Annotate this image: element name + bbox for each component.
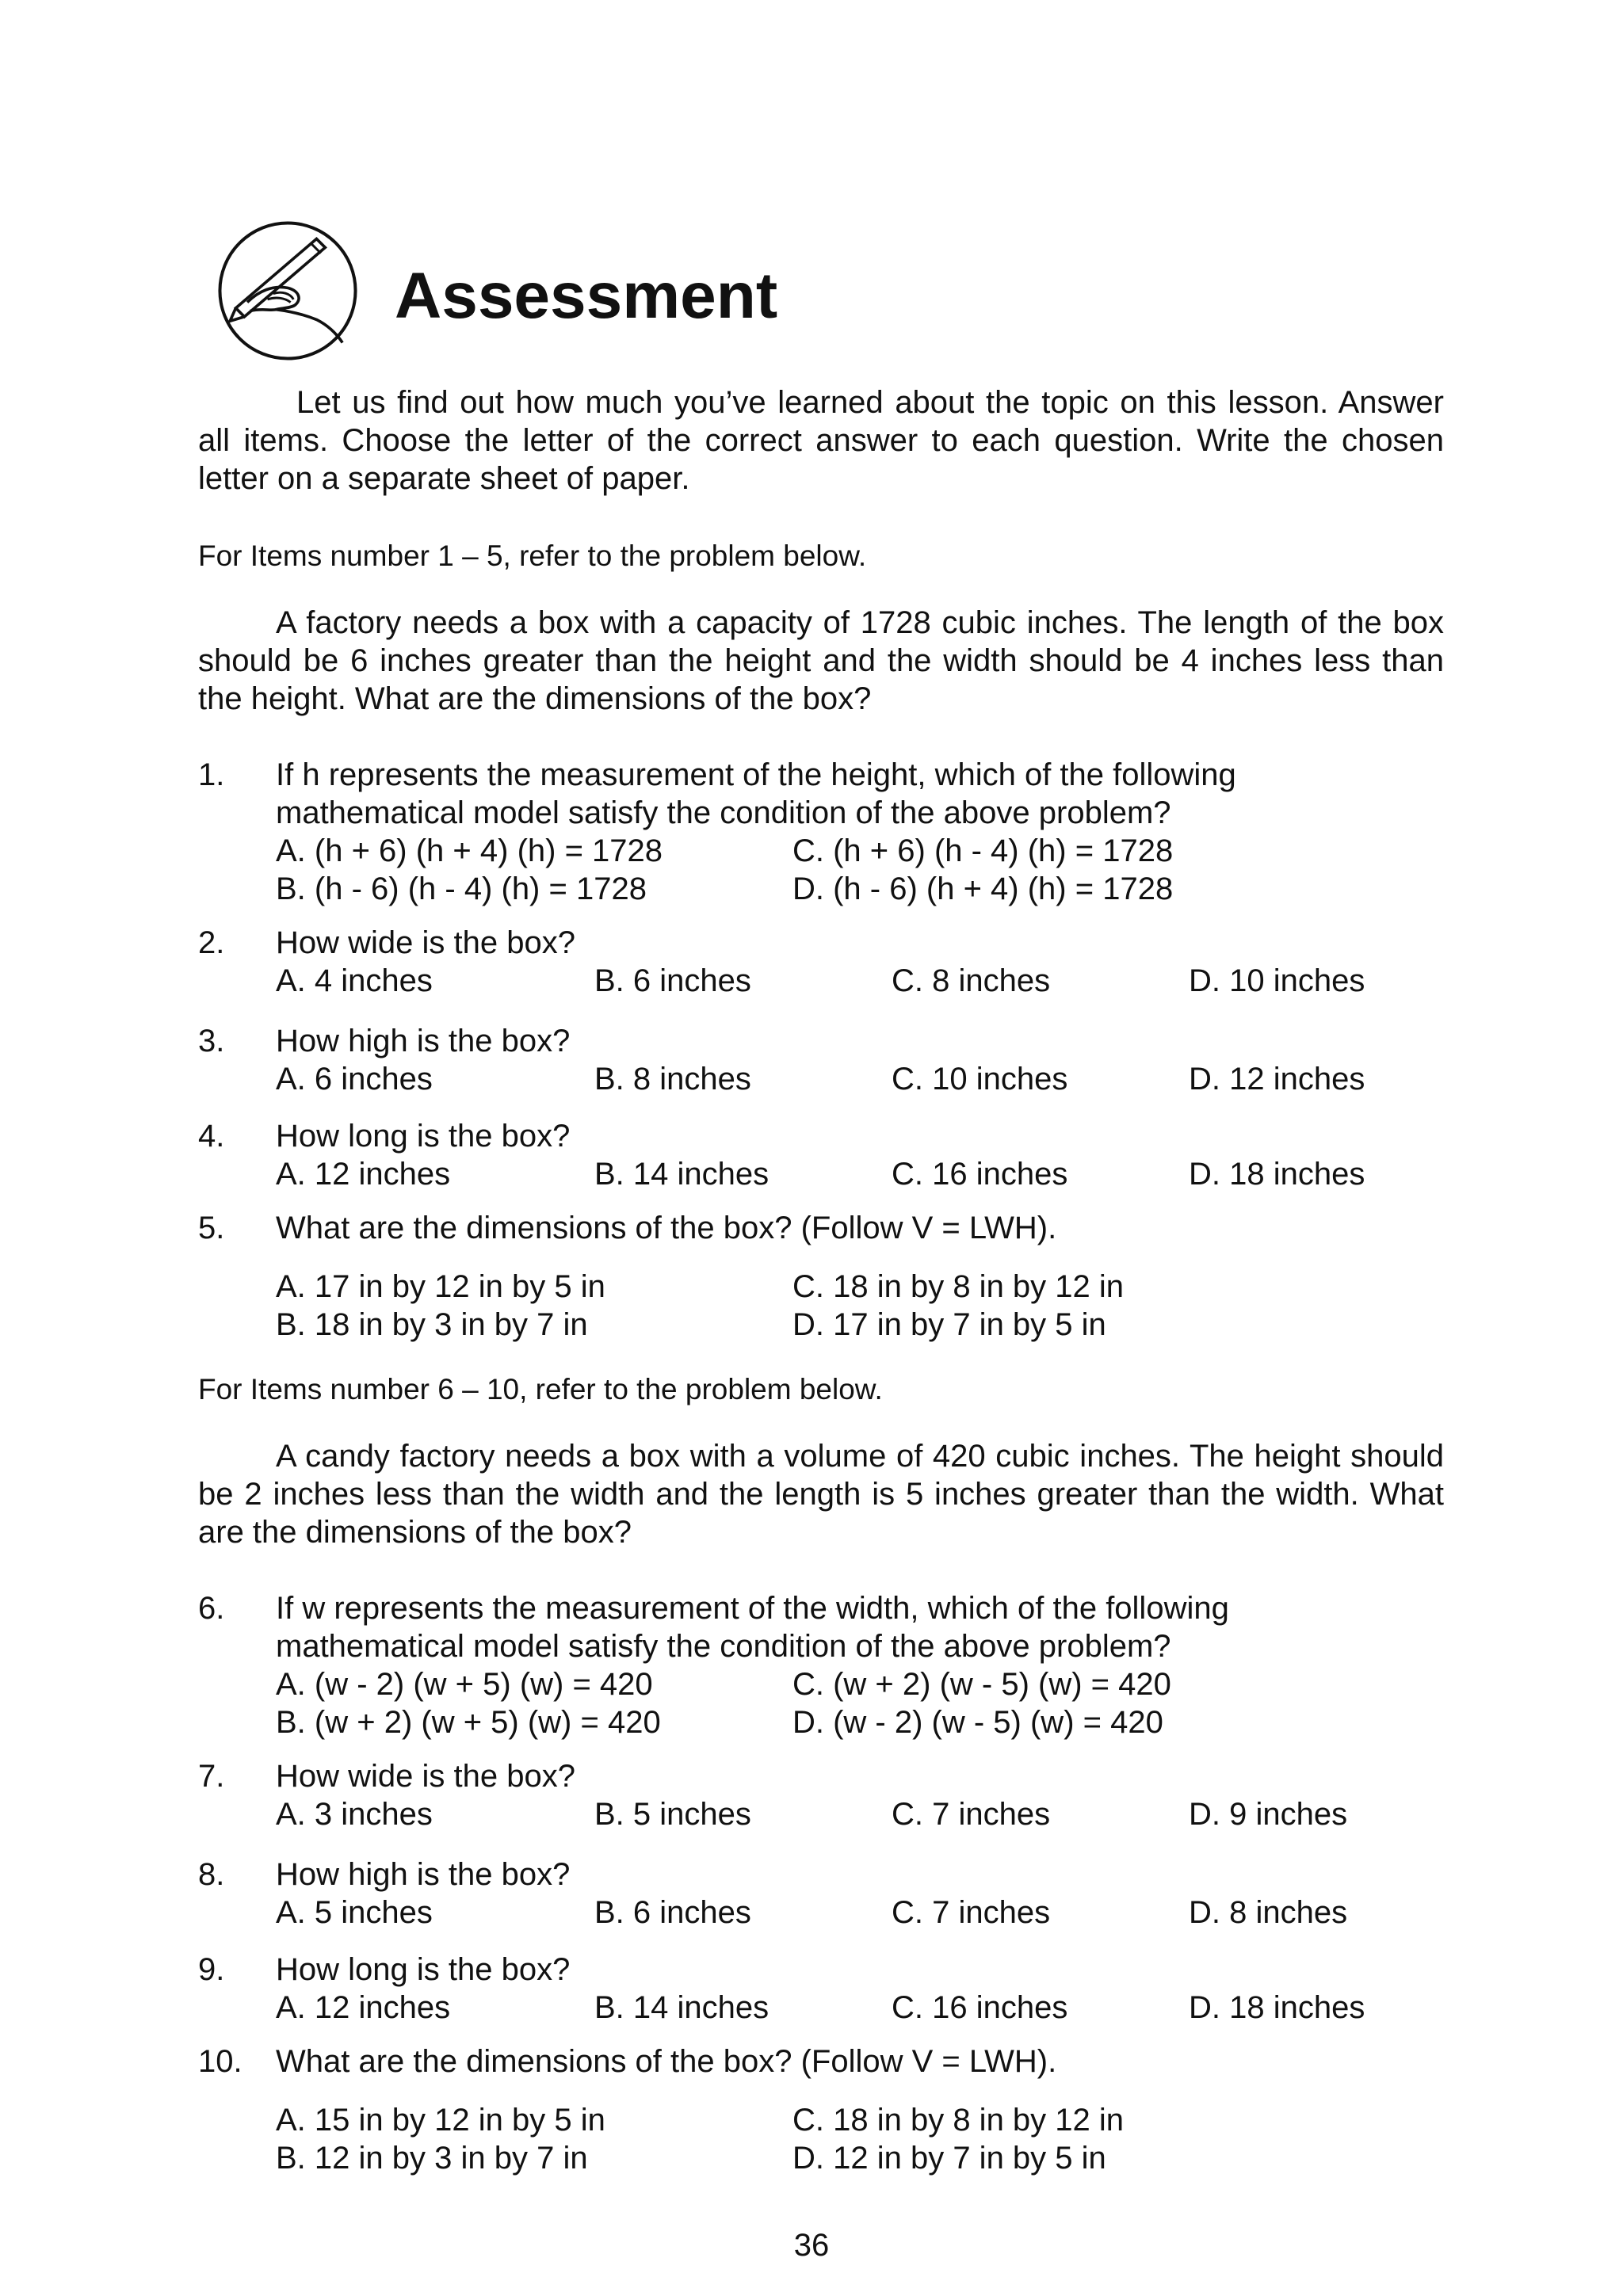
item-number: 5. (198, 1211, 225, 1245)
section1-problem: A factory needs a box with a capacity of 1728 cubic inches. The length of the box should be 6 inches greater than the height and the width should be 4 inches less than the height. What are the dimensions of the box? (198, 605, 1444, 716)
item-number: 7. (198, 1759, 225, 1794)
question-text: How high is the box? (276, 1024, 571, 1058)
page-title: Assessment (395, 260, 778, 332)
option-c: C. 16 inches (892, 1157, 1068, 1192)
item-number: 10. (198, 2044, 242, 2079)
option-b: B. 8 inches (594, 1062, 751, 1097)
option-a: A. 12 inches (276, 1990, 451, 2025)
option-d: D. 10 inches (1189, 963, 1365, 998)
intro-paragraph: Let us find out how much you’ve learned about the topic on this lesson. Answer all items. Choose the letter of the correct answer to each question. Write the chosen letter on a separate sheet of paper. (198, 385, 1444, 496)
option-d: D. 17 in by 7 in by 5 in (792, 1307, 1106, 1342)
option-a: A. 15 in by 12 in by 5 in (276, 2103, 605, 2138)
question-text: If w represents the measurement of the width, which of the following (276, 1591, 1229, 1626)
option-b: B. 12 in by 3 in by 7 in (276, 2141, 588, 2176)
option-c: C. 18 in by 8 in by 12 in (792, 1269, 1125, 1304)
option-a: A. (h + 6) (h + 4) (h) = 1728 (276, 833, 663, 868)
question-text: mathematical model satisfy the condition of the above problem? (276, 1629, 1171, 1664)
option-d: D. 18 inches (1189, 1990, 1365, 2025)
item-number: 2. (198, 925, 225, 960)
option-d: D. (w - 2) (w - 5) (w) = 420 (792, 1705, 1163, 1740)
item-number: 6. (198, 1591, 225, 1626)
item-number: 9. (198, 1952, 225, 1987)
option-c: C. 16 inches (892, 1990, 1068, 2025)
option-a: A. 5 inches (276, 1895, 433, 1930)
option-d: D. (h - 6) (h + 4) (h) = 1728 (792, 871, 1174, 906)
option-c: C. 18 in by 8 in by 12 in (792, 2103, 1125, 2138)
option-a: A. 6 inches (276, 1062, 433, 1097)
option-a: A. 4 inches (276, 963, 433, 998)
option-a: A. (w - 2) (w + 5) (w) = 420 (276, 1667, 653, 1702)
option-b: B. 14 inches (594, 1990, 769, 2025)
option-b: B. 5 inches (594, 1797, 751, 1832)
option-b: B. 6 inches (594, 963, 751, 998)
item-number: 1. (198, 757, 225, 792)
section1-note: For Items number 1 – 5, refer to the problem below. (198, 540, 867, 572)
item-number: 4. (198, 1119, 225, 1154)
question-text: How long is the box? (276, 1119, 571, 1154)
option-b: B. (w + 2) (w + 5) (w) = 420 (276, 1705, 661, 1740)
option-b: B. (h - 6) (h - 4) (h) = 1728 (276, 871, 647, 906)
option-c: C. 8 inches (892, 963, 1051, 998)
option-c: C. (w + 2) (w - 5) (w) = 420 (792, 1667, 1171, 1702)
option-c: C. 7 inches (892, 1895, 1051, 1930)
page-number: 36 (793, 2228, 830, 2263)
item-number: 3. (198, 1024, 225, 1058)
option-b: B. 18 in by 3 in by 7 in (276, 1307, 588, 1342)
option-c: C. 7 inches (892, 1797, 1051, 1832)
question-text: How wide is the box? (276, 1759, 575, 1794)
question-text: What are the dimensions of the box? (Follow V = LWH). (276, 2044, 1057, 2079)
option-d: D. 12 in by 7 in by 5 in (792, 2141, 1106, 2176)
option-a: A. 12 inches (276, 1157, 451, 1192)
question-text: How wide is the box? (276, 925, 575, 960)
option-d: D. 8 inches (1189, 1895, 1348, 1930)
section2-note: For Items number 6 – 10, refer to the problem below. (198, 1373, 883, 1405)
section2-problem: A candy factory needs a box with a volume of 420 cubic inches. The height should be 2 inches less than the width and the length is 5 inches greater than the width. What are the dimensions of the box? (198, 1439, 1444, 1550)
option-b: B. 6 inches (594, 1895, 751, 1930)
option-c: C. 10 inches (892, 1062, 1068, 1097)
question-text: How long is the box? (276, 1952, 571, 1987)
question-text: If h represents the measurement of the height, which of the following (276, 757, 1236, 792)
option-b: B. 14 inches (594, 1157, 769, 1192)
option-c: C. (h + 6) (h - 4) (h) = 1728 (792, 833, 1174, 868)
option-d: D. 9 inches (1189, 1797, 1348, 1832)
option-a: A. 3 inches (276, 1797, 433, 1832)
writing-hand-icon (216, 219, 360, 363)
question-text: mathematical model satisfy the condition of the above problem? (276, 795, 1171, 830)
item-number: 8. (198, 1857, 225, 1892)
question-text: How high is the box? (276, 1857, 571, 1892)
option-d: D. 18 inches (1189, 1157, 1365, 1192)
question-text: What are the dimensions of the box? (Follow V = LWH). (276, 1211, 1057, 1245)
option-d: D. 12 inches (1189, 1062, 1365, 1097)
option-a: A. 17 in by 12 in by 5 in (276, 1269, 605, 1304)
